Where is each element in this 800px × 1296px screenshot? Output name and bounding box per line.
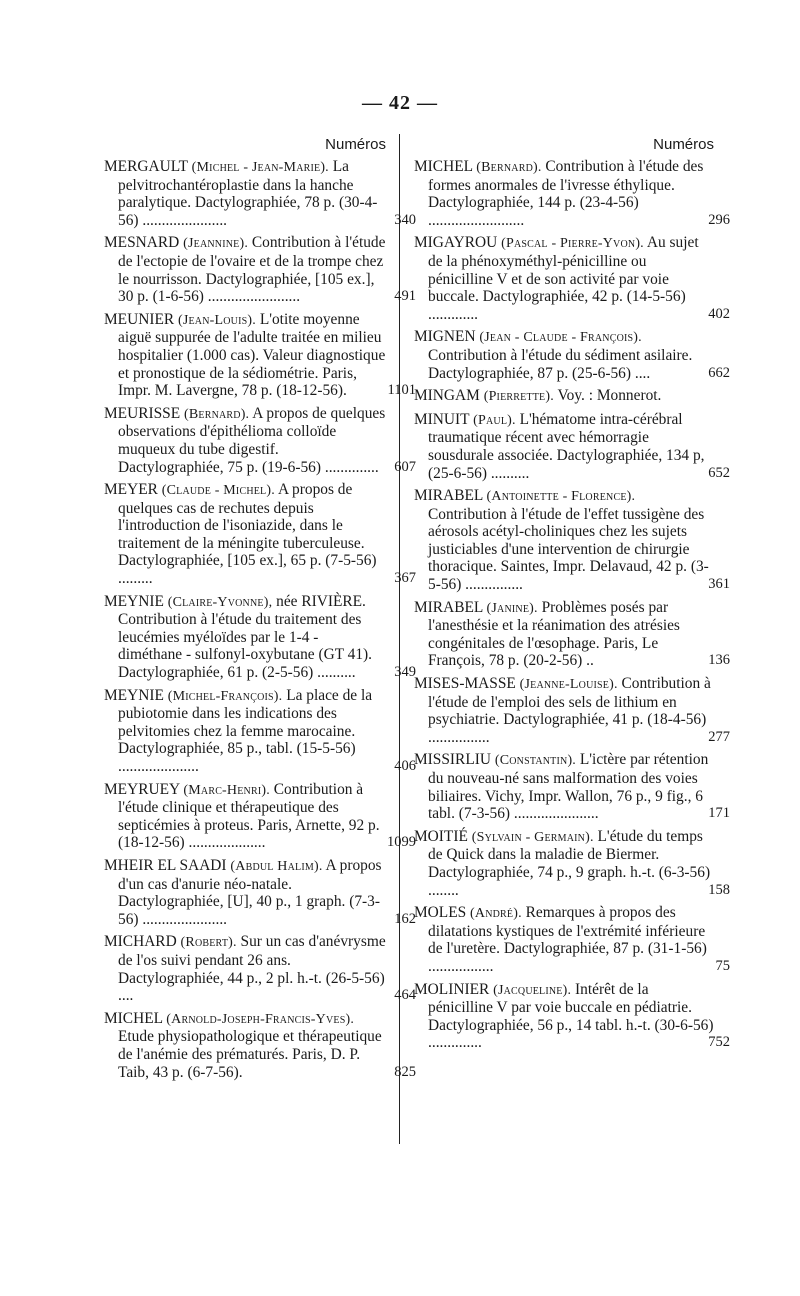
author-given-names: (Robert).	[180, 935, 237, 951]
author-given-names: (Jean - Claude - François).	[479, 330, 642, 346]
bibliography-entry	[414, 827, 730, 899]
entry-text	[104, 593, 386, 682]
right-column	[414, 132, 730, 1057]
bibliography-entry	[414, 410, 730, 482]
author-surname: MICHEL	[414, 158, 473, 175]
bibliography-entry	[414, 980, 730, 1052]
entry-text	[414, 751, 714, 822]
bibliography-entry	[104, 310, 416, 400]
author-surname: MEYNIE	[104, 592, 164, 610]
author-surname: MINUIT	[414, 410, 470, 428]
entry-text	[414, 234, 714, 323]
column-header-numeros: Numéros	[653, 136, 714, 153]
author-surname: MERGAULT	[104, 158, 188, 175]
bibliography-entry	[104, 780, 416, 852]
entry-text	[414, 487, 714, 594]
thesis-description: Contribution à l'étude de l'effet tussigène des aérosols acétyl-choliniques chez les sujets justiciables d'une intervention de chirurgie thoracique. Saintes, Impr. Delavaud, 42 p. (3-5-56) ...............	[428, 505, 709, 594]
author-surname: MOLES	[414, 904, 467, 922]
bibliography-entry	[104, 158, 416, 229]
bibliography-entry	[104, 404, 416, 476]
entry-number: 825	[394, 1063, 416, 1080]
bibliography-entry	[414, 487, 730, 594]
page-number: — 42 —	[362, 92, 438, 114]
author-surname: MOITIÉ	[414, 827, 468, 845]
thesis-description: Au sujet de la phénoxyméthyl-pénicilline ou pénicilline V et de son activité par voie buccale. Dactylographiée, 42 p. (14-5-56) .............	[428, 234, 699, 323]
entry-number: 277	[708, 728, 730, 745]
entry-number: 1101	[387, 382, 416, 399]
author-surname: MIGNEN	[414, 328, 476, 346]
entry-text	[414, 158, 714, 229]
thesis-description: La pelvitrochantéroplastie dans la hanche paralytique. Dactylographiée, 78 p. (30-4-56) ......................	[118, 158, 378, 229]
bibliography-entry	[104, 481, 416, 588]
left-entry-list	[104, 158, 416, 1081]
bibliography-entry	[414, 598, 730, 670]
thesis-description: Problèmes posés par l'anesthésie et la réanimation des atrésies congénitales de l'œsophage. Paris, Le François, 78 p. (20-2-56) ..	[428, 598, 680, 670]
entry-number: 361	[708, 576, 730, 593]
entry-text	[104, 1010, 386, 1081]
entry-number: 406	[394, 758, 416, 774]
bibliography-entry	[104, 1009, 416, 1081]
entry-text	[104, 234, 386, 305]
author-given-names: (Marc-Henri).	[183, 782, 270, 798]
entry-text	[104, 405, 386, 476]
thesis-description: A propos d'un cas d'anurie néo-natale. Dactylographiée, [U], 40 p., 1 graph. (7-3-56) ......................	[118, 856, 382, 928]
thesis-description: L'ictère par rétention du nouveau-né sans malformation des voies biliaires. Vichy, Impr. Wallon, 76 p., 9 fig., 6 tabl. (7-3-56) ......................	[428, 751, 709, 823]
entry-text	[104, 857, 386, 928]
author-surname: MINGAM	[414, 387, 480, 405]
entry-number: 75	[715, 957, 730, 974]
thesis-description: La place de la pubiotomie dans les indications des pelvitomies chez la femme marocaine. Dactylographiée, 85 p., tabl. (15-5-56) .....................	[118, 686, 373, 775]
author-surname: MEUNIER	[104, 310, 175, 328]
thesis-description: Contribution à l'étude de l'emploi des sels de lithium en psychiatrie. Dactylographiée, 41 p. (18-4-56) ................	[428, 675, 711, 746]
thesis-description: Contribution à l'étude de l'ectopie de l'ovaire et de la trompe chez le nourrisson. Dactylographiée, [105 ex.], 30 p. (1-6-56) ........................	[118, 234, 386, 306]
thesis-description: Contribution à l'étude des formes anormales de l'ivresse éthylique. Dactylographiée, 144 p. (23-4-56) .........................	[428, 158, 704, 229]
thesis-description: L'étude du temps de Quick dans la maladie de Biermer. Dactylographiée, 74 p., 9 graph. h.-t. (6-3-56) ........	[428, 827, 711, 899]
author-given-names: (Bernard).	[183, 406, 250, 422]
entry-text	[414, 828, 714, 899]
entry-text	[104, 687, 386, 776]
thesis-description: Voy. : Monnerot.	[557, 387, 662, 405]
author-surname: MHEIR EL SAADI	[104, 856, 227, 874]
author-given-names: (Janine).	[486, 600, 538, 616]
bibliography-entry	[414, 158, 730, 229]
author-given-names: (Michel - Jean-Marie).	[191, 160, 329, 175]
author-given-names: (André).	[470, 906, 522, 922]
bibliography-entry	[104, 933, 416, 1005]
author-given-names: (Pierrette).	[483, 389, 554, 405]
author-given-names: (Constantin).	[494, 753, 577, 769]
author-given-names: (Michel-François).	[167, 688, 283, 704]
bibliography-entry	[104, 234, 416, 306]
author-given-names: (Antoinette - Florence).	[486, 489, 636, 505]
author-given-names: (Arnold-Joseph-Francis-Yves).	[166, 1011, 355, 1027]
entry-number: 752	[708, 1034, 730, 1051]
column-header-numeros: Numéros	[325, 136, 386, 153]
author-given-names: (Claire-Yvonne),	[167, 594, 273, 610]
author-surname: MICHEL	[104, 1009, 163, 1027]
entry-text	[414, 387, 714, 406]
entry-number: 1099	[387, 834, 416, 851]
bibliography-entry	[414, 234, 730, 323]
entry-text	[104, 481, 386, 588]
entry-number: 491	[394, 288, 416, 305]
author-given-names: (Abdul Halim).	[230, 858, 323, 874]
author-surname: MISES-MASSE	[414, 675, 516, 693]
author-given-names: (Paul).	[473, 412, 516, 428]
entry-number: 367	[394, 570, 416, 587]
author-surname: MISSIRLIU	[414, 751, 491, 769]
bibliography-entry	[104, 592, 416, 682]
author-surname: MEYRUEY	[104, 780, 180, 798]
author-given-names: (Claude - Michel).	[161, 483, 275, 499]
author-surname: MIRABEL	[414, 487, 483, 505]
thesis-description: Remarques à propos des dilatations kystiques de l'extrémité inférieure de l'uretère. Dactylographiée, 87 p. (31-1-56) .................	[428, 904, 707, 975]
author-given-names: (Jeannine).	[183, 236, 249, 252]
entry-text	[414, 981, 714, 1052]
author-given-names: (Bernard).	[476, 160, 542, 175]
entry-text	[414, 904, 714, 975]
entry-number: 158	[708, 881, 730, 898]
bibliography-entry	[104, 856, 416, 928]
bibliography-entry	[414, 328, 730, 382]
author-given-names: (Jean-Louis).	[177, 312, 256, 328]
entry-number: 652	[708, 464, 730, 481]
entry-number: 296	[708, 211, 730, 228]
author-surname: MESNARD	[104, 234, 180, 252]
author-surname: MIGAYROU	[414, 234, 498, 252]
entry-text	[414, 411, 714, 482]
author-surname: MIRABEL	[414, 598, 483, 616]
author-surname: MOLINIER	[414, 980, 490, 998]
entry-text	[104, 311, 386, 400]
thesis-description: Intérêt de la pénicilline V par voie buccale en pédiatrie. Dactylographiée, 56 p., 14 tabl. h.-t. (30-6-56) ..............	[428, 980, 714, 1052]
entry-number: 171	[708, 805, 730, 822]
entry-text	[414, 675, 714, 746]
author-surname: MEYER	[104, 481, 158, 499]
bibliography-entry	[414, 751, 730, 823]
thesis-description: Sur un cas d'anévrysme de l'os suivi pendant 26 ans. Dactylographiée, 44 p., 2 pl. h.-t. (26-5-56) ....	[118, 933, 386, 1005]
entry-number: 607	[394, 458, 416, 475]
thesis-description: L'otite moyenne aiguë suppurée de l'adulte traitée en milieu hospitalier (1.000 cas). Valeur diagnostique et pronostique de la sédiométrie. Paris, Impr. M. Lavergne, 78 p. (18-12-56).	[118, 310, 386, 400]
entry-text	[414, 599, 714, 670]
thesis-description: L'hématome intra-cérébral traumatique récent avec hémorragie sousdurale associée. Dactylographiée, 134 p, (25-6-56) ..........	[428, 410, 705, 482]
author-given-names: (Jacqueline).	[493, 982, 572, 998]
author-surname: MICHARD	[104, 933, 177, 951]
thesis-description: Contribution à l'étude du sédiment asilaire. Dactylographiée, 87 p. (25-6-56) ....	[428, 346, 693, 382]
entry-text	[414, 328, 714, 382]
entry-number: 349	[394, 664, 416, 681]
entry-text	[104, 158, 386, 229]
entry-number: 464	[394, 987, 416, 1004]
bibliography-entry	[414, 387, 714, 406]
entry-number: 402	[708, 305, 730, 322]
author-given-names: (Pascal - Pierre-Yvon).	[501, 236, 644, 252]
bibliography-entry	[414, 675, 730, 746]
thesis-description: A propos de quelques observations d'épithélioma colloïde muqueux du tube digestif. Dactylographiée, 75 p. (19-6-56) ..............	[118, 404, 386, 476]
entry-number: 340	[394, 211, 416, 228]
thesis-description: née RIVIÈRE. Contribution à l'étude du traitement des leucémies myéloïdes par le 1-4 - diméthane - sulfonyl-oxybutane (GT 41). Dactylographiée, 61 p. (2-5-56) ..........	[118, 592, 373, 682]
entry-number: 662	[708, 364, 730, 381]
entry-number: 136	[708, 652, 730, 669]
thesis-description: Etude physiopathologique et thérapeutique de l'anémie des prématurés. Paris, D. P. Taib, 43 p. (6-7-56).	[118, 1028, 382, 1081]
right-entry-list	[414, 158, 730, 1052]
thesis-description: A propos de quelques cas de rechutes depuis l'introduction de l'isoniazide, dans le traitement de la méningite tuberculeuse. Dactylographiée, [105 ex.], 65 p. (7-5-56) .........	[118, 481, 377, 588]
entry-number: 162	[394, 910, 416, 927]
author-surname: MEURISSE	[104, 404, 181, 422]
left-column	[104, 132, 416, 1086]
thesis-description: Contribution à l'étude clinique et thérapeutique des septicémies à proteus. Paris, Arnette, 92 p. (18-12-56) ....................	[118, 780, 380, 852]
bibliography-entry	[414, 904, 730, 975]
author-surname: MEYNIE	[104, 686, 164, 704]
author-given-names: (Jeanne-Louise).	[519, 677, 618, 693]
bibliography-entry	[104, 686, 416, 776]
entry-text	[104, 781, 386, 852]
entry-text	[104, 933, 386, 1004]
author-given-names: (Sylvain - Germain).	[471, 829, 594, 845]
